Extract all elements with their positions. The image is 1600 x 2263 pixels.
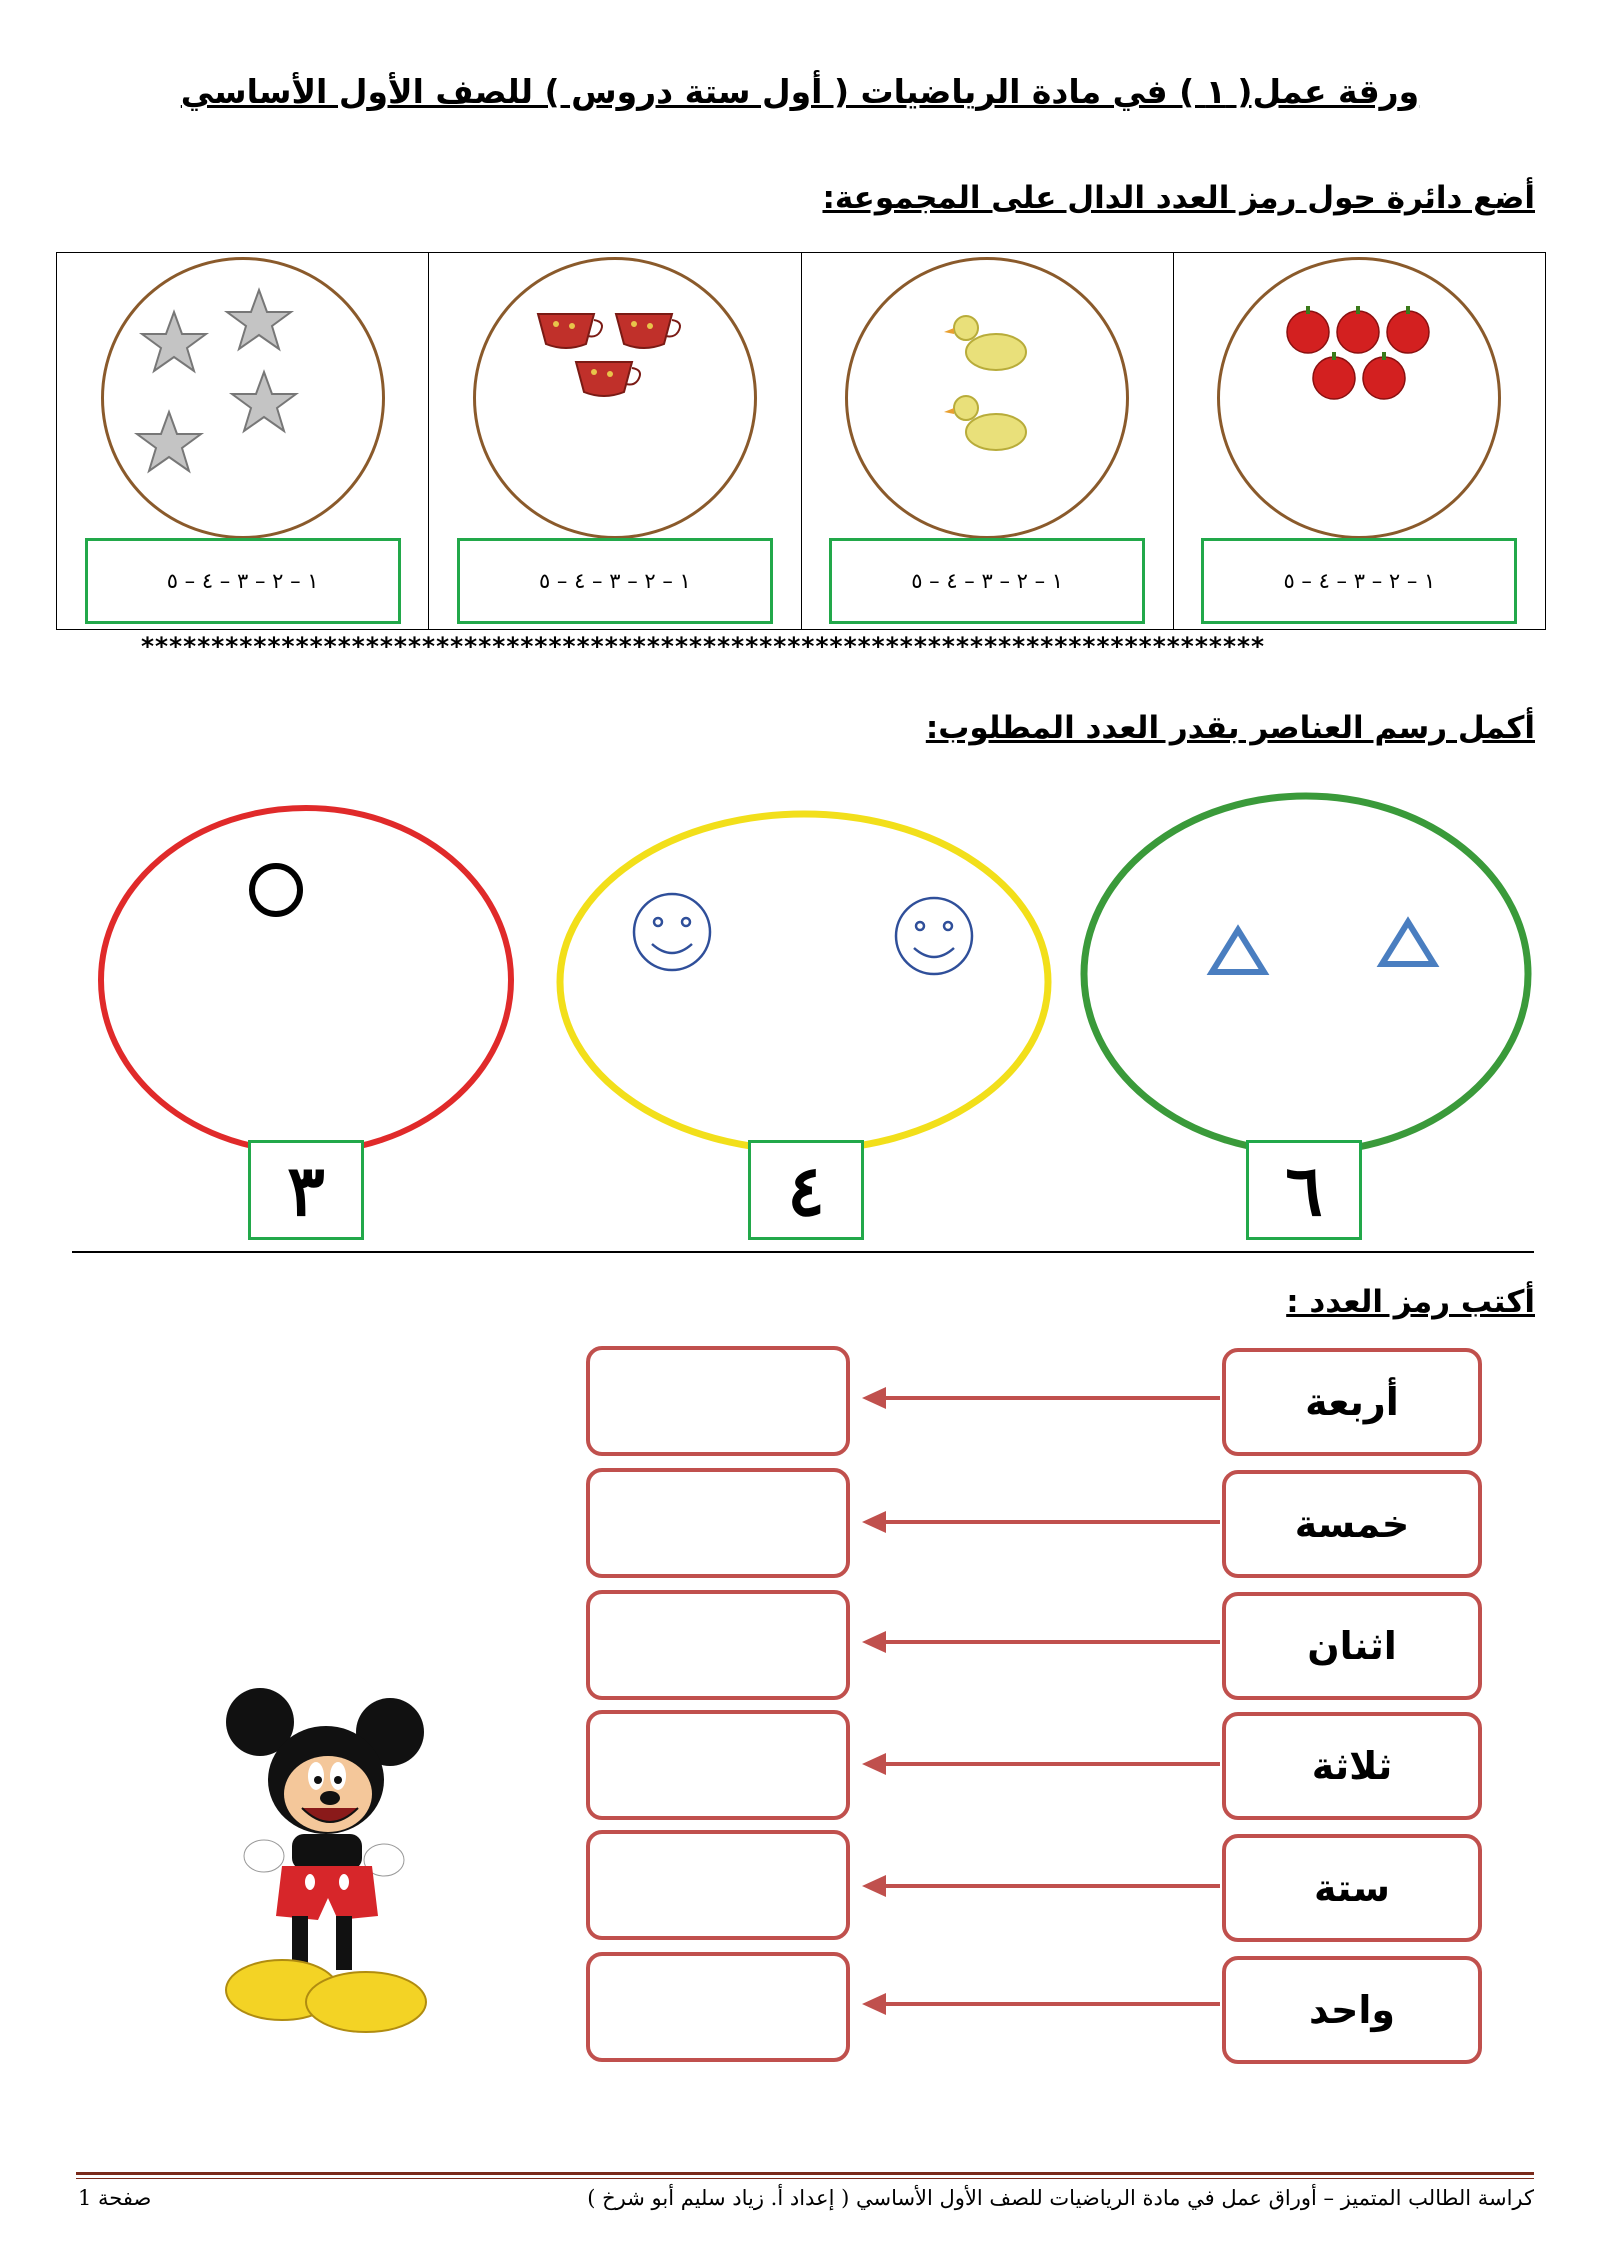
word-box-four: أربعة [1222, 1348, 1482, 1456]
answer-box-two[interactable] [586, 1590, 850, 1700]
group-cell-stars [57, 253, 429, 629]
word-box-three: ثلاثة [1222, 1712, 1482, 1820]
target-number-three: ٣ [248, 1140, 364, 1240]
footer-rule [76, 2178, 1534, 2179]
drawing-oval-four[interactable] [548, 804, 1060, 1164]
section3-heading: أكتب رمز العدد : [1286, 1284, 1535, 1320]
word-box-five: خمسة [1222, 1470, 1482, 1578]
target-number-four: ٤ [748, 1140, 864, 1240]
arrow-left-icon [884, 1520, 1220, 1524]
footer-rule [76, 2172, 1534, 2175]
word-box-one: واحد [1222, 1956, 1482, 2064]
page-title: ورقة عمل( ١ ) في مادة الرياضيات ( أول ستة دروس ) للصف الأول الأساسي [180, 72, 1420, 111]
page-number: صفحة 1 [78, 2186, 152, 2210]
answer-box-five[interactable] [586, 1468, 850, 1578]
group-cell-apples [1174, 253, 1545, 629]
answer-box-six[interactable] [586, 1830, 850, 1940]
arrow-left-icon [884, 1884, 1220, 1888]
number-choices[interactable]: ١ – ٢ – ٣ – ٤ – ٥ [85, 538, 401, 624]
footer-text: كراسة الطالب المتميز – أوراق عمل في مادة الرياضيات للصف الأول الأساسي ( إعداد أ. زياد سليم أبو شرخ ) [587, 2186, 1534, 2210]
group-ring [101, 257, 385, 539]
target-number-six: ٦ [1246, 1140, 1362, 1240]
arrow-left-icon [884, 2002, 1220, 2006]
word-box-six: ستة [1222, 1834, 1482, 1942]
number-choices[interactable]: ١ – ٢ – ٣ – ٤ – ٥ [829, 538, 1145, 624]
answer-box-four[interactable] [586, 1346, 850, 1456]
word-box-two: اثنان [1222, 1592, 1482, 1700]
teacups-icon [476, 260, 754, 536]
number-choices[interactable]: ١ – ٢ – ٣ – ٤ – ٥ [457, 538, 773, 624]
separator-stars: ******************************************************************************** [140, 632, 1265, 661]
ducks-icon [848, 260, 1126, 536]
number-choices[interactable]: ١ – ٢ – ٣ – ٤ – ٥ [1201, 538, 1517, 624]
group-cell-ducks [802, 253, 1174, 629]
group-ring [1217, 257, 1501, 539]
answer-box-three[interactable] [586, 1710, 850, 1820]
answer-box-one[interactable] [586, 1952, 850, 2062]
drawing-oval-six[interactable] [1076, 788, 1536, 1160]
counting-table [56, 252, 1546, 630]
stars-icon [104, 260, 382, 536]
group-ring [845, 257, 1129, 539]
section-divider [72, 1251, 1534, 1253]
section2-heading: أكمل رسم العناصر بقدر العدد المطلوب: [925, 710, 1535, 746]
mickey-mouse-illustration [208, 1684, 438, 2040]
arrow-left-icon [884, 1396, 1220, 1400]
apples-icon [1220, 260, 1498, 536]
drawing-oval-three[interactable] [96, 800, 516, 1160]
section1-heading: أضع دائرة حول رمز العدد الدال على المجموعة: [822, 180, 1535, 216]
group-ring [473, 257, 757, 539]
group-cell-teacups [429, 253, 801, 629]
arrow-left-icon [884, 1762, 1220, 1766]
arrow-left-icon [884, 1640, 1220, 1644]
